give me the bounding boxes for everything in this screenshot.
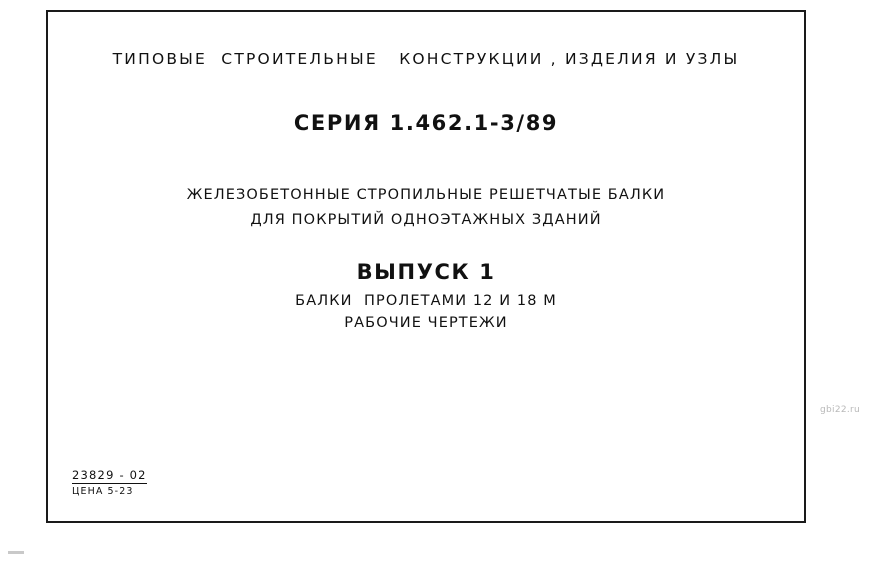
document-heading: ТИПОВЫЕ СТРОИТЕЛЬНЫЕ КОНСТРУКЦИИ , ИЗДЕЛИЯ И УЗЛЫ (112, 50, 740, 68)
watermark-label: gbi22.ru (820, 405, 861, 415)
stamp-code: 23829 - 02 (72, 468, 147, 482)
issue-number: ВЫПУСК 1 (356, 260, 496, 284)
scan-artifact (8, 551, 24, 554)
bottom-left-stamp (72, 464, 147, 497)
title-sheet-content (48, 12, 804, 521)
stamp-price: ЦЕНА 5-23 (72, 486, 134, 497)
description-line-2: ДЛЯ ПОКРЫТИЙ ОДНОЭТАЖНЫХ ЗДАНИЙ (250, 212, 602, 228)
description-line-1: ЖЕЛЕЗОБЕТОННЫЕ СТРОПИЛЬНЫЕ РЕШЕТЧАТЫЕ БАЛКИ (186, 187, 666, 203)
title-sheet-frame (46, 10, 806, 523)
series-number: СЕРИЯ 1.462.1-3/89 (293, 111, 559, 135)
drawings-line: РАБОЧИЕ ЧЕРТЕЖИ (344, 315, 508, 331)
spans-line: БАЛКИ ПРОЛЕТАМИ 12 И 18 М (295, 293, 557, 309)
